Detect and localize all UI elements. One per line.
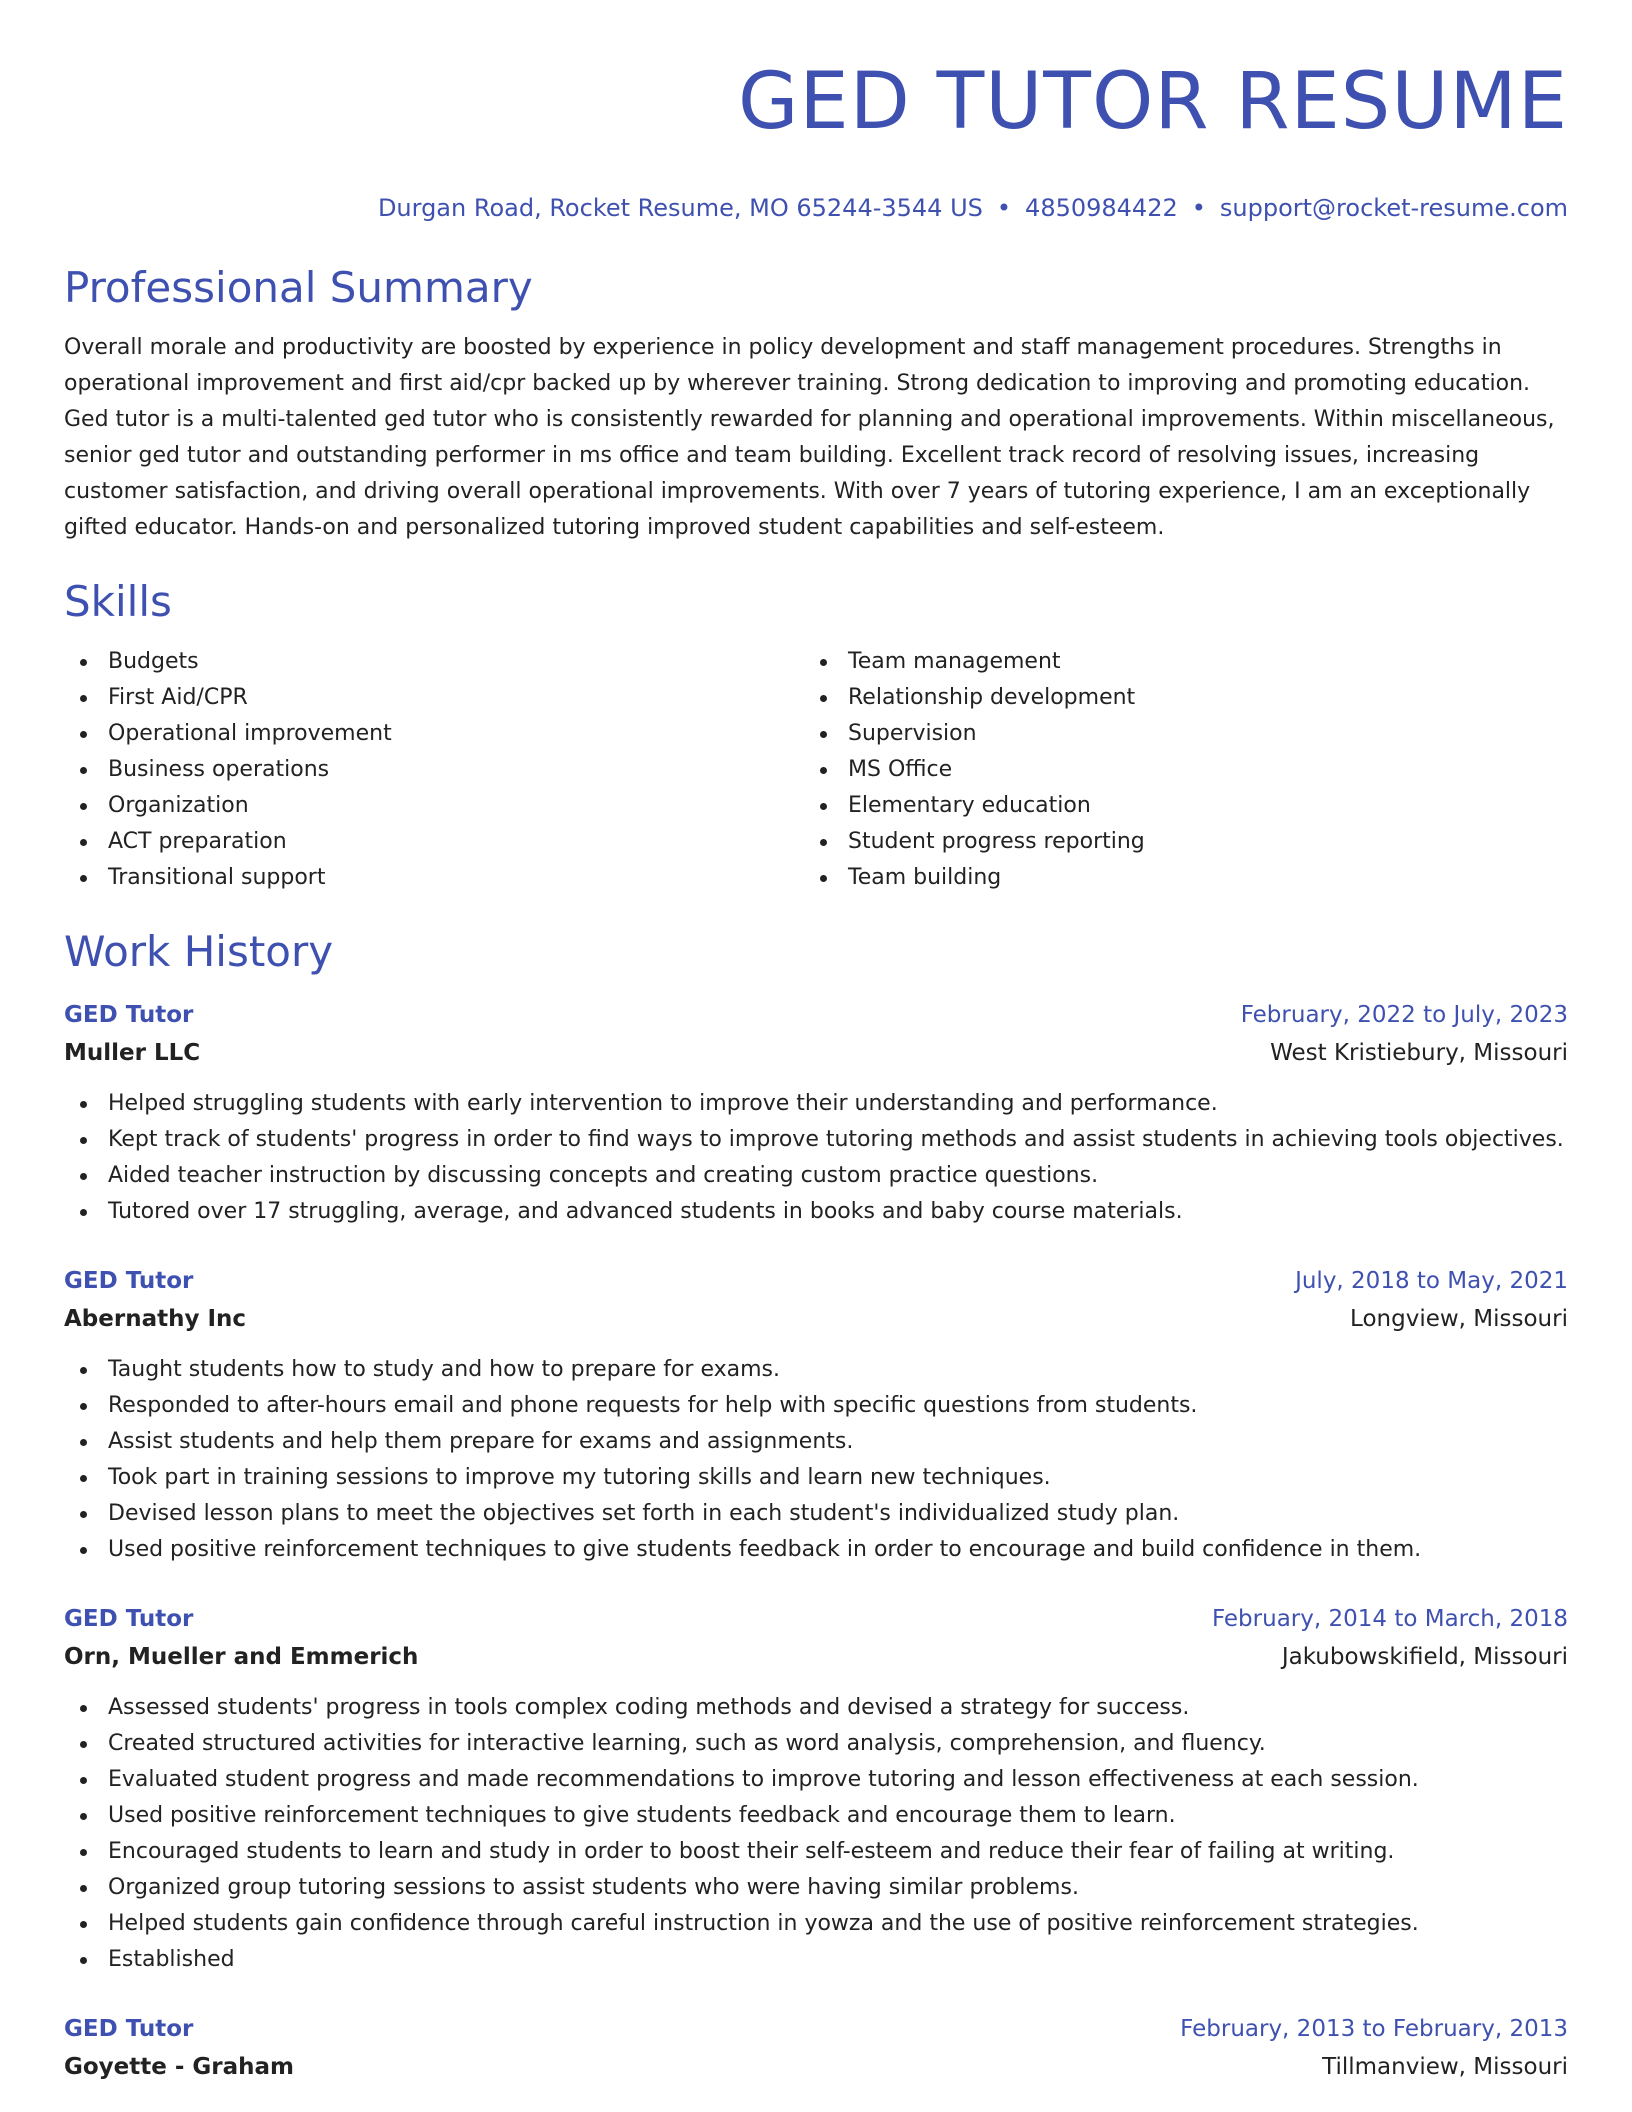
job-duty: Tutored over 17 struggling, average, and advanced students in books and baby course materials. [64, 1194, 1568, 1230]
job-duty: Used positive reinforcement techniques to give students feedback in order to encourage and build confidence in them. [64, 1532, 1568, 1568]
skill-item: Team building [804, 860, 1544, 896]
job-duty: Kept track of students' progress in order to find ways to improve tutoring methods and assist students in achieving tools objectives. [64, 1122, 1568, 1158]
skill-item: Business operations [64, 752, 804, 788]
job-title: GED Tutor [64, 2016, 194, 2042]
job-entry [64, 996, 1568, 1230]
contact-separator: • [1191, 194, 1206, 222]
job-location: Tillmanview, Missouri [1322, 2054, 1568, 2080]
job-title: GED Tutor [64, 1002, 194, 1028]
job-location: Jakubowskifield, Missouri [1281, 1644, 1568, 1670]
job-duty: Devised lesson plans to meet the objectives set forth in each student's individualized study plan. [64, 1496, 1568, 1532]
skills-heading: Skills [64, 577, 172, 626]
job-duty: Responded to after-hours email and phone requests for help with specific questions from students. [64, 1388, 1568, 1424]
skill-item: Elementary education [804, 788, 1544, 824]
job-duty: Aided teacher instruction by discussing concepts and creating custom practice questions. [64, 1158, 1568, 1194]
job-duties-list [64, 1086, 1568, 1230]
job-dates: July, 2018 to May, 2021 [1295, 1268, 1568, 1294]
job-duties-list [64, 1352, 1568, 1568]
job-entry [64, 1600, 1568, 1978]
skill-item: Transitional support [64, 860, 804, 896]
skill-item: Relationship development [804, 680, 1544, 716]
contact-separator: • [996, 194, 1012, 222]
job-company-row [64, 1034, 1568, 1072]
summary-text: Overall morale and productivity are boosted by experience in policy development and staff management procedures. Strengths in operational improvement and first aid/cpr backed up by wherever training. Strong dedication to improving and promoting education. Ged tutor is a multi-talented ged tutor who is consistently rewarded for planning and operational improvements. Within miscellaneous, senior ged tutor and outstanding performer in ms office and team building. Excellent track record of resolving issues, increasing customer satisfaction, and driving overall operational improvements. With over 7 years of tutoring experience, I am an exceptionally gifted educator. Hands-on and personalized tutoring improved student capabilities and self-esteem. [64, 335, 1555, 540]
skills-right-list [804, 644, 1544, 896]
job-duty: Organized group tutoring sessions to assist students who were having similar problems. [64, 1870, 1568, 1906]
job-dates: February, 2022 to July, 2023 [1240, 1002, 1568, 1028]
job-duty: Created structured activities for interactive learning, such as word analysis, comprehension, and fluency. [64, 1726, 1568, 1762]
skill-item: First Aid/CPR [64, 680, 804, 716]
summary-heading: Professional Summary [64, 263, 533, 312]
job-company: Muller LLC [64, 1040, 201, 1066]
contact-address: Durgan Road, Rocket Resume, MO 65244-3544 US [377, 194, 983, 222]
job-header-row [64, 1600, 1568, 1638]
skills-grid [64, 644, 1568, 896]
job-duty: Encouraged students to learn and study in order to boost their self-esteem and reduce their fear of failing at writing. [64, 1834, 1568, 1870]
skill-item: Student progress reporting [804, 824, 1544, 860]
skill-item: ACT preparation [64, 824, 804, 860]
resume-title: GED TUTOR RESUME [737, 57, 1568, 147]
skill-item: Budgets [64, 644, 804, 680]
job-entry [64, 1262, 1568, 1568]
skill-item: Supervision [804, 716, 1544, 752]
job-company-row [64, 2048, 1568, 2086]
contact-email[interactable]: support@rocket-resume.com [1219, 194, 1568, 222]
job-title: GED Tutor [64, 1268, 194, 1294]
job-company: Abernathy Inc [64, 1306, 247, 1332]
job-duty: Took part in training sessions to improve my tutoring skills and learn new techniques. [64, 1460, 1568, 1496]
job-duty: Assist students and help them prepare for exams and assignments. [64, 1424, 1568, 1460]
job-duty: Used positive reinforcement techniques to give students feedback and encourage them to learn. [64, 1798, 1568, 1834]
skills-left-list [64, 644, 804, 896]
job-dates: February, 2013 to February, 2013 [1180, 2016, 1568, 2042]
job-company: Goyette - Graham [64, 2054, 295, 2080]
skill-item: Organization [64, 788, 804, 824]
job-duties-list [64, 1690, 1568, 1978]
skill-item: MS Office [804, 752, 1544, 788]
job-header-row [64, 996, 1568, 1034]
job-company-row [64, 1638, 1568, 1676]
contact-line [64, 192, 1568, 224]
job-location: West Kristiebury, Missouri [1270, 1040, 1568, 1066]
job-duty: Taught students how to study and how to prepare for exams. [64, 1352, 1568, 1388]
job-duty: Helped students gain confidence through careful instruction in yowza and the use of positive reinforcement strategies. [64, 1906, 1568, 1942]
job-header-row [64, 2010, 1568, 2048]
job-title: GED Tutor [64, 1606, 194, 1632]
skill-item: Team management [804, 644, 1544, 680]
job-company-row [64, 1300, 1568, 1338]
job-duty: Helped struggling students with early intervention to improve their understanding and performance. [64, 1086, 1568, 1122]
skill-item: Operational improvement [64, 716, 804, 752]
job-duty: Assessed students' progress in tools complex coding methods and devised a strategy for success. [64, 1690, 1568, 1726]
job-dates: February, 2014 to March, 2018 [1211, 1606, 1568, 1632]
job-company: Orn, Mueller and Emmerich [64, 1644, 419, 1670]
job-header-row [64, 1262, 1568, 1300]
job-duty: Established [64, 1942, 1568, 1978]
work-history-heading: Work History [64, 927, 334, 976]
job-duty: Evaluated student progress and made recommendations to improve tutoring and lesson effectiveness at each session. [64, 1762, 1568, 1798]
job-entry [64, 2010, 1568, 2086]
contact-phone: 4850984422 [1025, 194, 1178, 222]
job-location: Longview, Missouri [1350, 1306, 1568, 1332]
